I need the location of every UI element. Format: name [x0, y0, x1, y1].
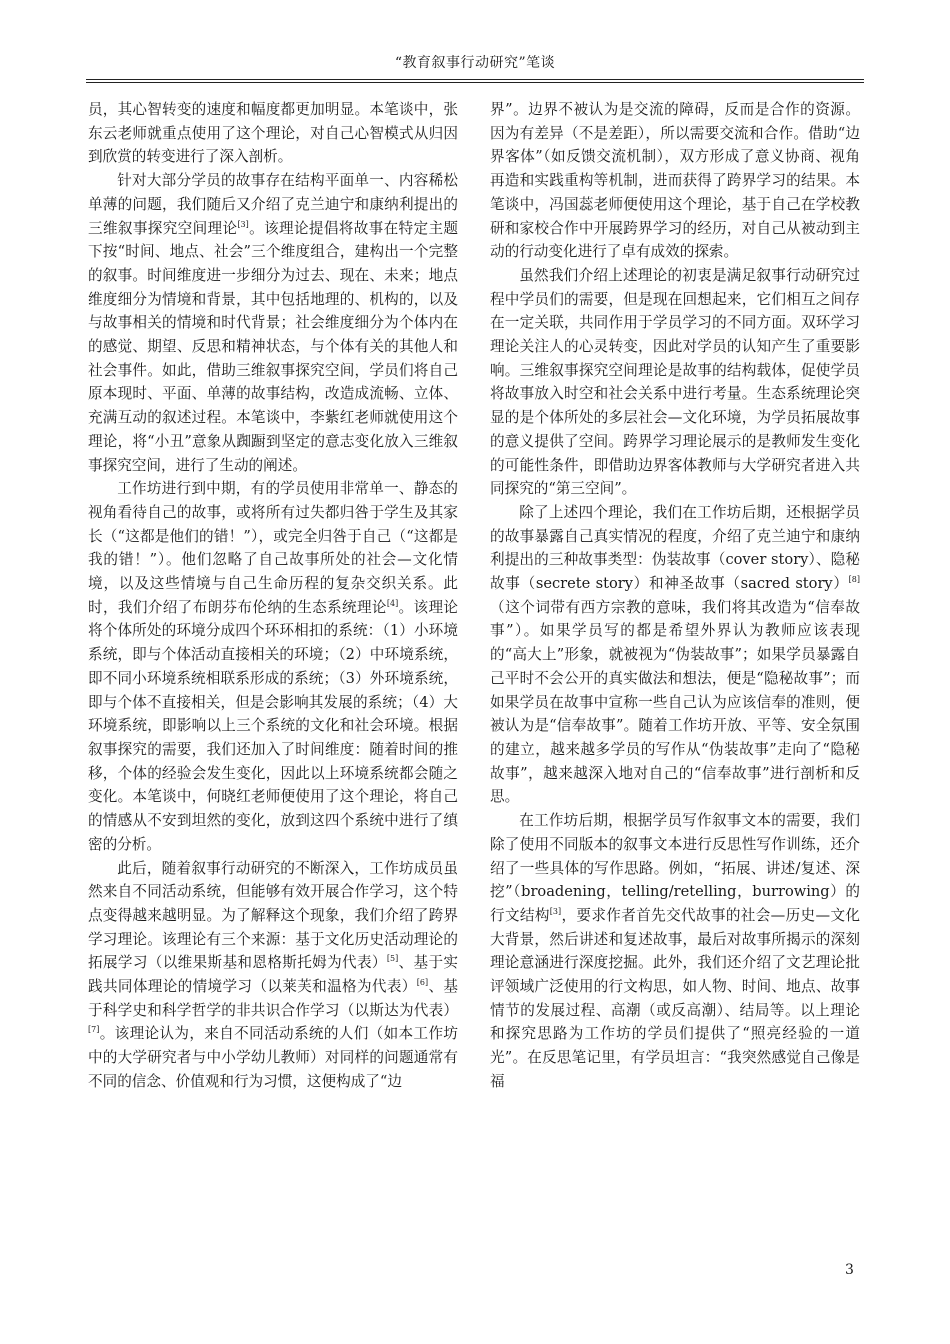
- paragraph: 此后，随着叙事行动研究的不断深入，工作坊成员虽然来自不同活动系统，但能够有效开展合作学习，这个特点变得越来越明显。为了解释这个现象，我们介绍了跨界学习理论。该理论有三个来源：基于文化历史活动理论的拓展学习（以维果斯基和恩格斯托姆为代表）[5]、基于实践共同体理论的情境学习（以莱芙和温格为代表）[6]、基于科学史和科学哲学的非共识合作学习（以斯达为代表）[7]。该理论认为，来自不同活动系统的人们（如本工作坊中的大学研究者与中小学幼儿教师）对同样的问题通常有不同的信念、价值观和行为习惯，这便构成了“边: [88, 859, 458, 1090]
- paragraph: 员，其心智转变的速度和幅度都更加明显。本笔谈中，张东云老师就重点使用了这个理论，对自己心智模式从归因到欣赏的转变进行了深入剖析。: [88, 101, 458, 166]
- citation[interactable]: [3]: [549, 907, 562, 917]
- paragraph: 除了上述四个理论，我们在工作坊后期，还根据学员的故事暴露自己真实情况的程度，介绍了克兰迪宁和康纳利提出的三种故事类型：伪装故事（cover story）、隐秘故事（secrete story）和神圣故事（sacred story）[8]（这个词带有西方宗教的意味，我们将其改造为“信奉故事”）。如果学员写的都是希望外界认为教师应该表现的“高大上”形象，就被视为“伪装故事”；如果学员暴露自己平时不会公开的真实做法和想法，便是“隐秘故事”；而如果学员在故事中宣称一些自己认为应该信奉的准则，便被认为是“信奉故事”。随着工作坊开放、平等、安全氛围的建立，越来越多学员的写作从“伪装故事”走向了“隐秘故事”，越来越深入地对自己的“信奉故事”进行剖析和反思。: [490, 503, 860, 806]
- citation[interactable]: [5]: [386, 954, 399, 964]
- citation[interactable]: [7]: [88, 1025, 100, 1035]
- running-header: “教育叙事行动研究”笔谈: [394, 55, 556, 71]
- page-number: 3: [845, 1262, 854, 1278]
- right-column: [490, 98, 860, 1094]
- paragraph: 工作坊进行到中期，有的学员使用非常单一、静态的视角看待自己的故事，或将所有过失都归咎于学生及其家长（“这都是他们的错！”），或完全归咎于自己（“这都是我的错！”）。他们忽略了自己故事所处的社会—文化情境，以及这些情境与自己生命历程的复杂交织关系。此时，我们介绍了布朗芬布伦纳的生态系统理论[4]。该理论将个体所处的环境分成四个环环相扣的系统：（1）小环境系统，即与个体活动直接相关的环境；（2）中环境系统，即不同小环境系统相联系形成的系统；（3）外环境系统，即与个体不直接相关，但是会影响其发展的系统；（4）大环境系统，即影响以上三个系统的文化和社会环境。根据叙事探究的需要，我们还加入了时间维度：随着时间的推移，个体的经验会发生变化，因此以上环境系统都会随之变化。本笔谈中，何晓红老师便使用了这个理论，将自己的情感从不安到坦然的变化，放到这四个系统中进行了缜密的分析。: [88, 480, 458, 853]
- citation[interactable]: [3]: [237, 219, 249, 229]
- citation[interactable]: [6]: [416, 978, 429, 988]
- citation[interactable]: [8]: [848, 575, 860, 585]
- paragraph: 虽然我们介绍上述理论的初衷是满足叙事行动研究过程中学员们的需要，但是现在回想起来，它们相互之间存在一定关联，共同作用于学员学习的不同方面。双环学习理论关注人的心灵转变，因此对学员的认知产生了重要影响。三维叙事探究空间理论是故事的结构载体，促使学员将故事放入时空和社会关系中进行考量。生态系统理论突显的是个体所处的多层社会—文化环境，为学员拓展故事的意义提供了空间。跨界学习理论展示的是教师发生变化的可能性条件，即借助边界客体教师与大学研究者进入共同探究的“第三空间”。: [490, 266, 860, 498]
- header-rule-top: [86, 79, 864, 80]
- left-column: [88, 98, 458, 1094]
- citation[interactable]: [4]: [386, 598, 399, 608]
- paragraph: 针对大部分学员的故事存在结构平面单一、内容稀松单薄的问题，我们随后又介绍了克兰迪宁和康纳利提出的三维叙事探究空间理论[3]。该理论提倡将故事在特定主题下按“时间、地点、社会”三个维度组合，建构出一个完整的叙事。时间维度进一步细分为过去、现在、未来；地点维度细分为情境和背景，其中包括地理的、机构的，以及与故事相关的情境和时代背景；社会维度细分为个体内在的感觉、期望、反思和精神状态，与个体有关的其他人和社会事件。如此，借助三维叙事探究空间，学员们将自己原本现时、平面、单薄的故事结构，改造成流畅、立体、充满互动的叙述过程。本笔谈中，李紫红老师就使用这个理论，将“小丑”意象从踟蹰到坚定的意志变化放入三维叙事探究空间，进行了生动的阐述。: [88, 172, 458, 474]
- header-rule-bottom: [86, 82, 864, 83]
- paragraph: 界”。边界不被认为是交流的障碍，反而是合作的资源。因为有差异（不是差距），所以需要交流和合作。借助“边界客体”（如反馈交流机制），双方形成了意义协商、视角再造和实践重构等机制，进而获得了跨界学习的结果。本笔谈中，冯国蕊老师便使用这个理论，基于自己在学校教研和家校合作中开展跨界学习的经历，对自己从被动到主动的行动变化进行了卓有成效的探索。: [490, 101, 860, 261]
- paragraph: 在工作坊后期，根据学员写作叙事文本的需要，我们除了使用不同版本的叙事文本进行反思性写作训练，还介绍了一些具体的写作思路。例如，“拓展、讲述/复述、深挖”（broadening，telling/retelling，burrowing）的行文结构[3]，要求作者首先交代故事的社会—历史—文化大背景，然后讲述和复述故事，最后对故事所揭示的深刻理论意涵进行深度挖掘。此外，我们还介绍了文艺理论批评领域广泛使用的行文构思，如人物、时间、地点、故事情节的发展过程、高潮（或反高潮）、结局等。以上理论和探究思路为工作坊的学员们提供了“照亮经验的一道光”。在反思笔记里，有学员坦言：“我突然感觉自己像是福: [490, 812, 860, 1090]
